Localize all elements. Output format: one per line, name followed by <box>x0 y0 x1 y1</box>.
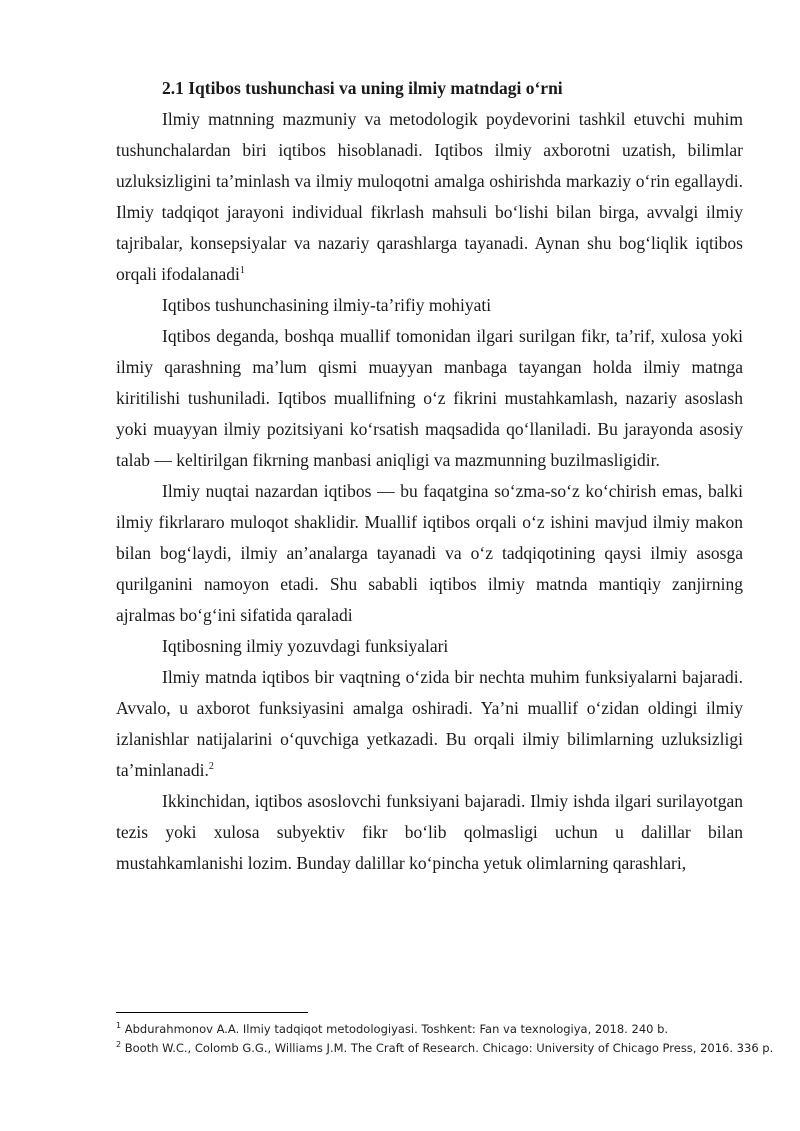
subheading-definition: Iqtibos tushunchasining ilmiy-ta’rifiy mohiyati <box>162 295 492 315</box>
footnote-number: 2 <box>116 1040 122 1050</box>
section-heading: 2.1 Iqtibos tushunchasi va uning ilmiy matndagi o‘rni <box>162 78 563 98</box>
paragraph-justification: Ikkinchidan, iqtibos asoslovchi funksiyani bajaradi. Ilmiy ishda ilgari surilayotgan tezis yoki xulosa subyektiv fikr bo‘lib qolmasligi uchun u dalillar bilan mustahkamlanishi lozim. Bunday dalillar ko‘pincha yetuk olimlarning qarashlari, <box>116 791 743 873</box>
paragraph-functions-text: Ilmiy matnda iqtibos bir vaqtning o‘zida bir nechta muhim funksiyalarni bajaradi. Avvalo, u axborot funksiyasini amalga oshiradi. Ya’ni muallif o‘zidan oldingi ilmiy izlanishlar natijalarini o‘quvchiga yetkazadi. Bu orqali ilmiy bilimlarning uzluksizligi ta’minlanadi. <box>116 667 743 780</box>
footnotes <box>116 1020 774 1058</box>
paragraph-intro <box>116 104 743 290</box>
footnote-number: 1 <box>116 1021 122 1031</box>
footnote-separator <box>116 1012 308 1013</box>
footnote-ref-1[interactable]: 1 <box>239 265 245 277</box>
footnote-ref-2[interactable]: 2 <box>208 761 214 773</box>
subheading-functions: Iqtibosning ilmiy yozuvdagi funksiyalari <box>162 636 449 656</box>
page-body <box>116 73 743 879</box>
paragraph-intro-text: Ilmiy matnning mazmuniy va metodologik poydevorini tashkil etuvchi muhim tushunchalardan biri iqtibos hisoblanadi. Iqtibos ilmiy axborotni uzatish, bilimlar uzluksizligini ta’minlash va ilmiy muloqotni amalga oshirishda markaziy o‘rin egallaydi. Ilmiy tadqiqot jarayoni individual fikrlash mahsuli bo‘lishi bilan birga, avvalgi ilmiy tajribalar, konsepsiyalar va nazariy qarashlarga tayanadi. Aynan shu bog‘liqlik iqtibos orqali ifodalanadi <box>116 109 743 284</box>
paragraph-dialogue: Ilmiy nuqtai nazardan iqtibos — bu faqatgina so‘zma-so‘z ko‘chirish emas, balki ilmiy fikrlararo muloqot shaklidir. Muallif iqtibos orqali o‘z ishini mavjud ilmiy makon bilan bog‘laydi, ilmiy an’analarga tayanadi va o‘z tadqiqotining qaysi ilmiy asosga qurilganini namoyon etadi. Shu sababli iqtibos ilmiy matnda mantiqiy zanjirning ajralmas bo‘g‘ini sifatida qaraladi <box>116 481 743 625</box>
footnote-1 <box>116 1020 756 1039</box>
footnote-text: Abdurahmonov A.A. Ilmiy tadqiqot metodologiyasi. Toshkent: Fan va texnologiya, 2018. 240 b. <box>124 1022 669 1036</box>
footnote-2 <box>116 1039 774 1058</box>
paragraph-definition: Iqtibos deganda, boshqa muallif tomonidan ilgari surilgan fikr, ta’rif, xulosa yoki ilmiy qarashning ma’lum qismi muayyan manbaga tayangan holda ilmiy matnga kiritilishi tushuniladi. Iqtibos muallifning o‘z fikrini mustahkamlash, nazariy asoslash yoki muayyan ilmiy pozitsiyani ko‘rsatish maqsadida qo‘llaniladi. Bu jarayonda asosiy talab — keltirilgan fikrning manbasi aniqligi va mazmunning buzilmasligidir. <box>116 326 743 470</box>
footnote-text: Booth W.C., Colomb G.G., Williams J.M. The Craft of Research. Chicago: University of Chicago Press, 2016. 336 p. <box>124 1041 774 1055</box>
paragraph-functions <box>116 662 743 786</box>
